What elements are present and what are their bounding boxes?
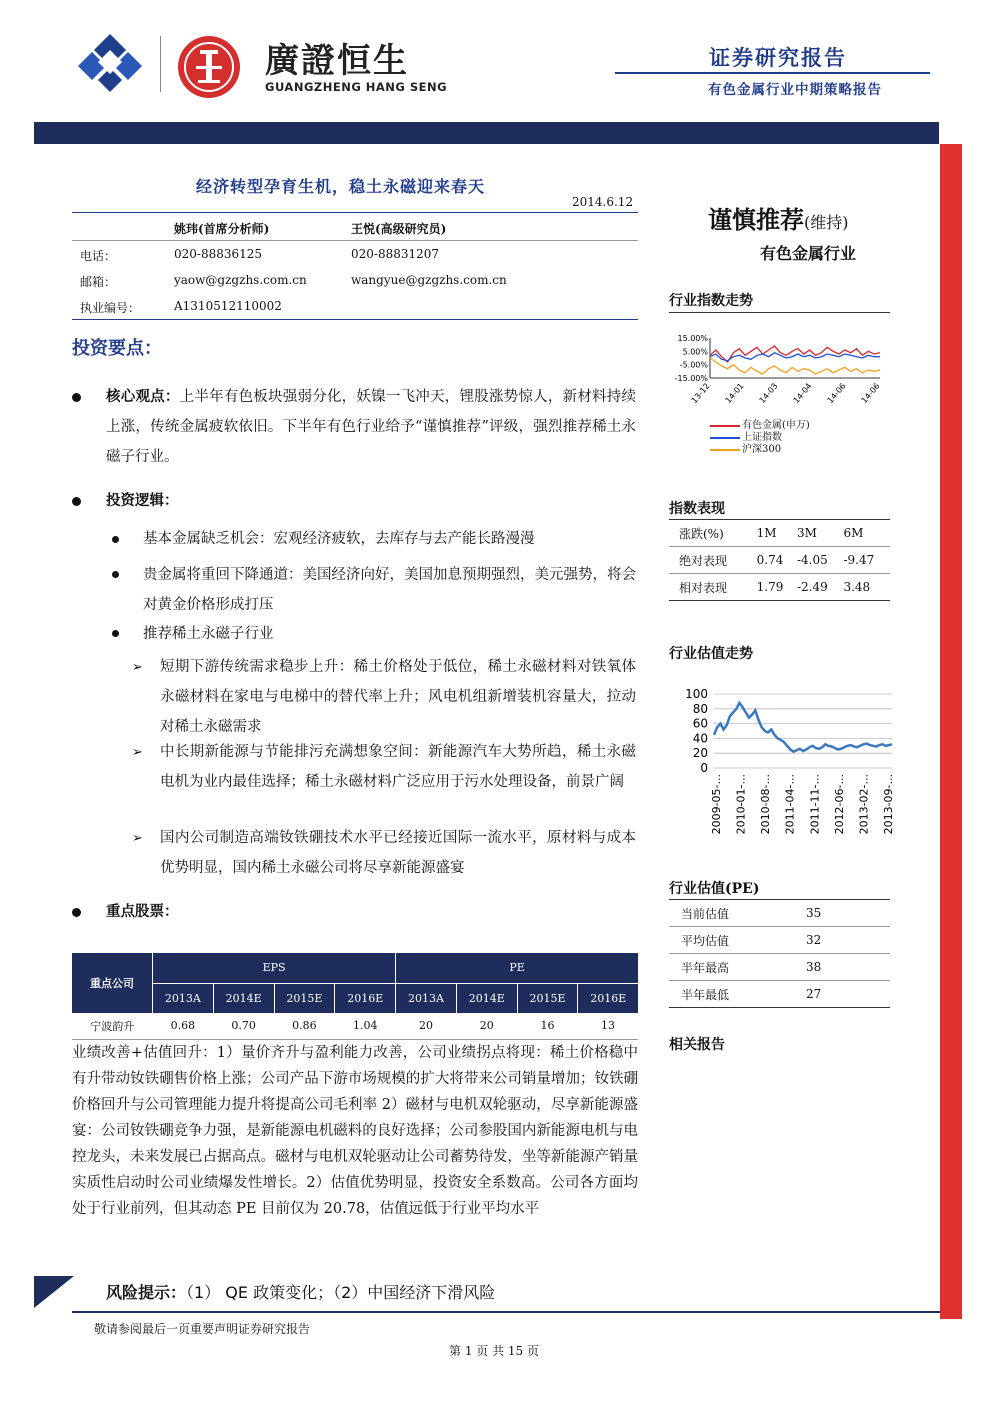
- bullet-dot: [112, 630, 119, 637]
- company-header: 重点公司: [72, 953, 153, 1013]
- report-type: 证券研究报告: [709, 45, 847, 70]
- stock-value: 0.70: [231, 1019, 256, 1033]
- rating-industry: 有色金属行业: [760, 244, 857, 263]
- pe-label: 半年最高: [681, 960, 730, 975]
- x-tick-label: 13-12: [689, 381, 712, 406]
- legend-item: [710, 444, 810, 456]
- year-header: 2014E: [456, 983, 517, 1013]
- license-label: 执业编号：: [80, 301, 141, 315]
- valuation-trend-chart: [672, 680, 902, 850]
- email-label: 邮箱：: [80, 275, 117, 289]
- bullet-dot: [72, 393, 81, 402]
- risk-corner-mark: [34, 1276, 74, 1308]
- bullet-dot: [72, 908, 81, 917]
- x-tick-label: 2013-02-...: [857, 774, 871, 835]
- logic-item-2: 贵金属将重回下降通道：美国经济向好，美国加息预期强烈，美元强势，将会对黄金价格形成打压: [143, 567, 636, 613]
- year-header: 2014E: [213, 983, 274, 1013]
- x-tick-label: 14-06: [825, 381, 848, 406]
- perf-table: [669, 519, 890, 601]
- legend-item: [710, 432, 810, 444]
- arrow-bullet-icon: ➢: [132, 745, 143, 760]
- side-red-bar: [940, 144, 962, 1319]
- risk-line: [106, 1280, 495, 1303]
- perf-cell: -2.49: [796, 580, 828, 594]
- legend-swatch: [710, 449, 740, 451]
- y-tick-label: 0: [700, 761, 708, 775]
- year-header: 2016E: [578, 983, 638, 1013]
- perf-cell: 1.79: [756, 580, 784, 594]
- page-number: 第 1 页 共 15 页: [449, 1344, 539, 1358]
- hangseng-seal-icon: [178, 36, 240, 98]
- report-subtitle: 有色金属行业中期策略报告: [708, 82, 882, 98]
- sub-item-3: 国内公司制造高端钕铁硼技术水平已经接近国际一流水平，原材料与成本优势明显，国内稀土永磁公司将尽享新能源盛宴: [160, 830, 636, 876]
- perf-cell: -9.47: [843, 553, 875, 567]
- pe-table: [669, 899, 890, 1008]
- legend-label: 上证指数: [742, 432, 782, 443]
- year-header: 2016E: [335, 983, 396, 1013]
- year-header: 2013A: [396, 983, 457, 1013]
- stock-value: 1.04: [352, 1019, 378, 1033]
- bullet-dot: [112, 536, 119, 543]
- x-tick-label: 2013-09-...: [882, 774, 895, 835]
- x-tick-label: 2010-08-...: [759, 774, 773, 835]
- stock-value: 20: [479, 1019, 494, 1033]
- perf-cell: -4.05: [796, 553, 828, 567]
- report-date: 2014.6.12: [572, 195, 634, 209]
- phone-label: 电话：: [80, 249, 117, 263]
- stock-name: 宁波韵升: [90, 1019, 135, 1033]
- perf-row-label: 相对表现: [679, 580, 728, 595]
- banner-corner: [905, 122, 939, 144]
- x-tick-label: 14-03: [757, 381, 780, 406]
- stock-value: 16: [540, 1019, 555, 1033]
- arrow-bullet-icon: ➢: [132, 660, 143, 675]
- index-trend-rule: [669, 312, 890, 313]
- bullet-dot: [72, 497, 81, 506]
- pe-header: PE: [396, 953, 638, 983]
- footer-disclaimer: 敬请参阅最后一页重要声明证券研究报告: [94, 1322, 311, 1336]
- y-tick-label: 15.00%: [677, 334, 708, 343]
- legend-item: [710, 420, 810, 432]
- table-row: [72, 1013, 638, 1039]
- pe-label: 半年最低: [681, 987, 730, 1002]
- valuation-trend-heading: 行业估值走势: [669, 646, 753, 662]
- y-tick-label: 5.00%: [682, 347, 708, 357]
- stock-table: [72, 953, 638, 1040]
- logic-item-1: 基本金属缺乏机会：宏观经济疲软，去库存与去产能长路漫漫: [143, 531, 535, 547]
- core-label: 核心观点：: [106, 388, 180, 405]
- analyst-2-phone: 020-88831207: [351, 247, 440, 261]
- perf-cell: 0.74: [756, 553, 784, 567]
- stocks-label: 重点股票：: [106, 903, 179, 920]
- legend-swatch: [710, 425, 740, 427]
- table-row: [669, 574, 890, 601]
- x-tick-label: 2011-04-...: [783, 774, 797, 835]
- series-line: [710, 346, 880, 362]
- analyst-rule-2: [72, 319, 638, 320]
- company-logo: [76, 32, 144, 94]
- x-tick-label: 14-06: [859, 381, 882, 406]
- series-line: [710, 358, 880, 374]
- legend-label: 有色金属(申万): [742, 420, 810, 431]
- table-row: [669, 927, 890, 954]
- y-tick-label: 20: [692, 746, 708, 761]
- invest-points-heading: 投资要点：: [72, 338, 162, 359]
- report-title: 经济转型孕育生机，稳土永磁迎来春天: [196, 177, 486, 196]
- bullet-dot: [112, 571, 119, 578]
- sub-item-1: 短期下游传统需求稳步上升：稀土价格处于低位，稀土永磁材料对铁氧体永磁材料在家电与电梯中的替代率上升；风电机组新增装机容量大，拉动对稀土永磁需求: [160, 659, 636, 735]
- brand-name-en: GUANGZHENG HANG SENG: [265, 80, 448, 94]
- pe-heading: 行业估值(PE): [669, 881, 760, 897]
- stock-value: 13: [600, 1019, 615, 1033]
- x-tick-label: 2011-11-...: [808, 774, 822, 835]
- index-legend: [710, 420, 810, 456]
- table-row: [669, 981, 890, 1008]
- rating-label: 谨慎推荐: [708, 205, 804, 234]
- table-row: [669, 954, 890, 981]
- stock-comment: 业绩改善+估值回升：1）量价齐升与盈利能力改善，公司业绩拐点将现：稀土价格稳中有升带动钕铁硼售价格上涨；公司产品下游市场规模的扩大将带来公司销量增加；钕铁硼价格回升与公司管理能力提升将提高公司毛利率 2）磁材与电机双轮驱动，尽享新能源盛宴：公司钕铁硼竞争力强，是新能源电机磁料的良好选择；公司参股国内新能源电机与电控龙头，未来发展已占据高点。磁材与电机双轮驱动让公司蓄势待发，坐等新能源产销量实质性启动时公司业绩爆发性增长。2）估值优势明显，投资安全系数高。公司各方面均处于行业前列，但其动态 PE 目前仅为 20.78，估值远低于行业平均水平: [72, 1045, 638, 1217]
- table-row: [669, 520, 890, 547]
- logic-item-3: 推荐稀土永磁子行业: [143, 626, 274, 642]
- pe-value: 32: [806, 933, 822, 947]
- logo-divider: [160, 36, 161, 92]
- y-tick-label: 80: [692, 701, 708, 716]
- sub-item-2: 中长期新能源与节能排污充满想象空间：新能源汽车大势所趋，稀土永磁电机为业内最佳选择；稀土永磁材料广泛应用于污水处理设备，前景广阔: [160, 744, 636, 790]
- perf-header-cell: 3M: [796, 526, 817, 540]
- pe-value: 27: [806, 987, 822, 1001]
- brand-name-cn: 廣證恒生: [265, 41, 409, 81]
- index-trend-heading: 行业指数走势: [669, 293, 753, 309]
- year-header: 2015E: [274, 983, 335, 1013]
- core-text: 上半年有色板块强弱分化，妖镍一飞冲天，锂股涨势惊人，新材料持续上涨，传统金属疲软依旧。下半年有色行业给予“谨慎推荐”评级，强烈推荐稀土永磁子行业。: [106, 389, 637, 465]
- perf-header-cell: 1M: [756, 526, 777, 540]
- stock-value: 20: [418, 1019, 433, 1033]
- y-tick-label: -5.00%: [679, 360, 708, 370]
- stock-value: 0.86: [292, 1019, 317, 1033]
- rating-main: [708, 200, 849, 235]
- header-rule: [615, 72, 930, 74]
- footer-rule: [72, 1311, 940, 1313]
- perf-header-cell: 6M: [843, 526, 864, 540]
- header-banner: [34, 122, 939, 144]
- arrow-bullet-icon: ➢: [132, 831, 143, 846]
- legend-swatch: [710, 437, 740, 439]
- perf-cell: 3.48: [843, 580, 871, 594]
- x-tick-label: 2009-05-...: [710, 774, 723, 835]
- table-row: [669, 900, 890, 927]
- analyst-1-email[interactable]: yaow@gzgzhs.com.cn: [174, 273, 307, 287]
- risk-label: 风险提示：: [106, 1283, 187, 1302]
- x-tick-label: 2012-06-...: [832, 774, 846, 835]
- year-header: 2015E: [517, 983, 578, 1013]
- pe-label: 平均估值: [681, 933, 730, 948]
- x-tick-label: 2010-01-...: [734, 774, 748, 835]
- x-tick-label: 14-01: [723, 381, 746, 406]
- perf-header-cell: 涨跌(%): [679, 526, 724, 541]
- logic-label: 投资逻辑：: [106, 492, 179, 509]
- perf-heading: 指数表现: [669, 501, 725, 517]
- series-line: [710, 353, 880, 361]
- related-reports-heading: 相关报告: [669, 1037, 725, 1053]
- analyst-1-name: 姚玮(首席分析师): [174, 222, 270, 236]
- analyst-2-name: 王悦(高级研究员): [351, 222, 447, 236]
- analyst-rule-1: [72, 240, 638, 241]
- analyst-2-email[interactable]: wangyue@gzgzhs.com.cn: [351, 273, 507, 287]
- y-tick-label: -15.00%: [674, 374, 708, 383]
- y-tick-label: 40: [692, 731, 708, 746]
- legend-label: 沪深300: [742, 444, 782, 455]
- pe-value: 38: [806, 960, 822, 974]
- pe-value: 35: [806, 906, 822, 920]
- stock-value: 0.68: [170, 1019, 196, 1033]
- series-line: [714, 703, 892, 752]
- pe-label: 当前估值: [681, 906, 730, 921]
- eps-header: EPS: [153, 953, 396, 983]
- rating-maintain: (维持): [804, 213, 849, 232]
- y-tick-label: 100: [685, 687, 708, 701]
- y-tick-label: 60: [692, 716, 708, 731]
- x-tick-label: 14-04: [791, 381, 814, 406]
- title-rule: [72, 212, 638, 213]
- table-row: [669, 547, 890, 574]
- analyst-1-phone: 020-88836125: [174, 247, 263, 261]
- core-viewpoint: [106, 382, 636, 472]
- year-header: 2013A: [153, 983, 214, 1013]
- perf-row-label: 绝对表现: [679, 553, 728, 568]
- risk-text: （1） QE 政策变化；（2）中国经济下滑风险: [186, 1283, 496, 1302]
- analyst-1-license: A1310512110002: [174, 299, 282, 313]
